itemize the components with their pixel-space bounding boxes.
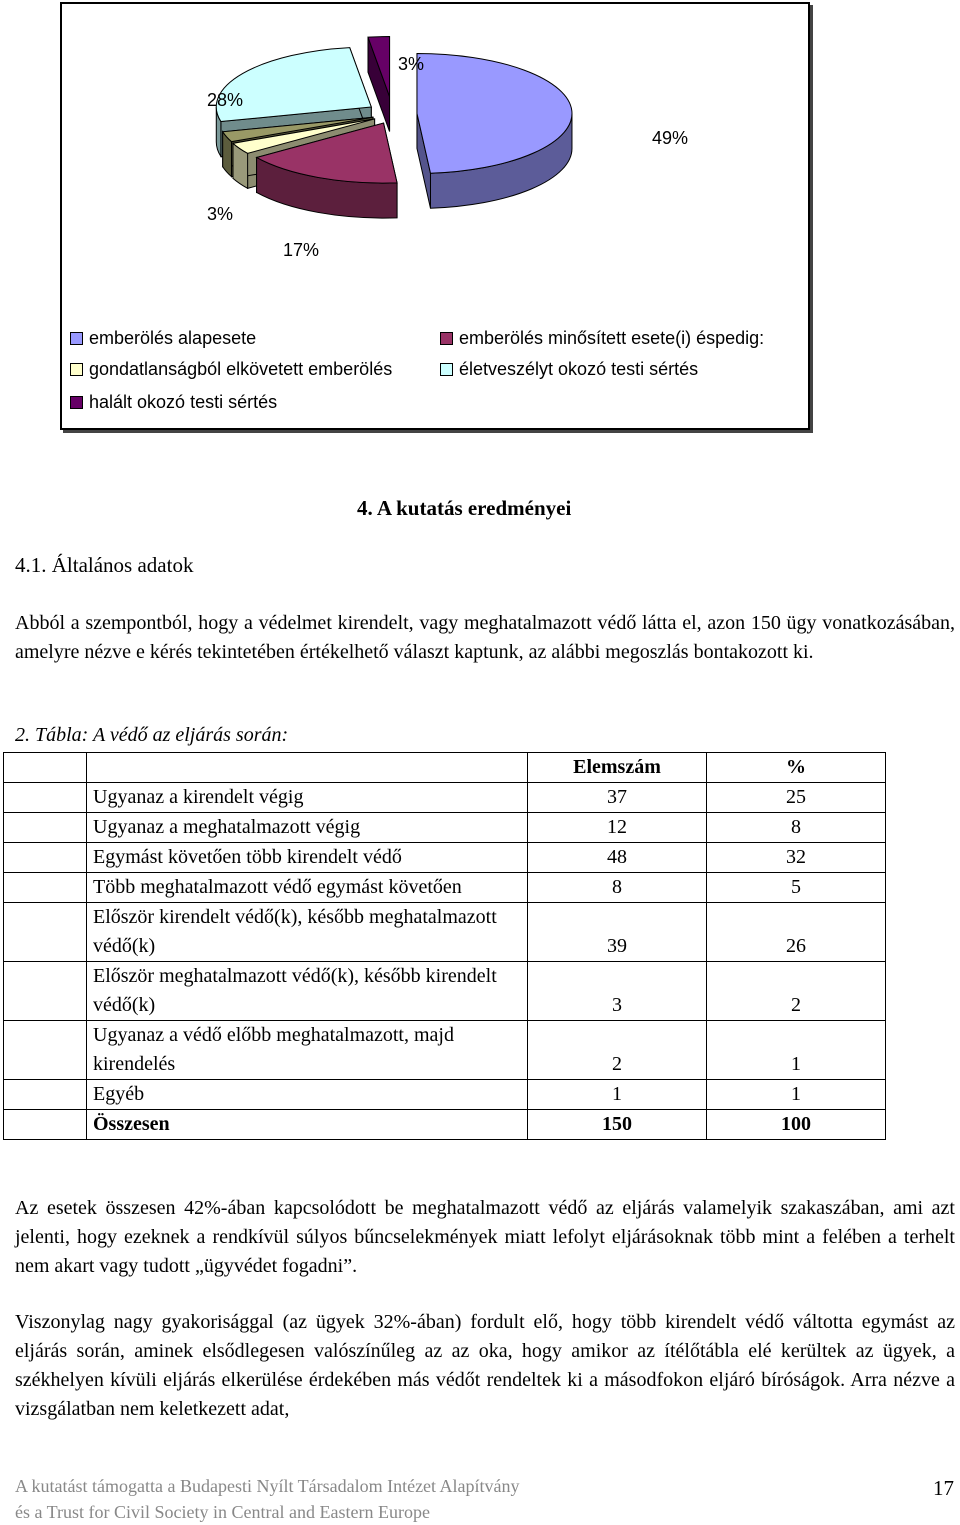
legend-swatch	[70, 363, 83, 376]
table-header-row	[4, 753, 886, 783]
section-title: 4. A kutatás eredményei	[357, 496, 572, 520]
table-row-label: Több meghatalmazott védő egymást követően	[87, 873, 528, 903]
table-cell-empty	[4, 1080, 87, 1110]
table-row-count: 1	[528, 1080, 707, 1110]
legend-item-alapeset	[70, 328, 256, 349]
table-total-label: Összesen	[87, 1110, 528, 1140]
table-row-count: 8	[528, 873, 707, 903]
paragraph-2: Az esetek összesen 42%-ában kapcsolódott be meghatalmazott védő az eljárás valamelyik szakaszában, ami azt jelenti, hogy ezeknek a rendkívül súlyos bűncselekmények miatt lefolyt eljárásoknak több mint a felében a terhelt nem akart vagy tudott „ügyvédet fogadni”.	[15, 1197, 955, 1277]
slice-label-minositett: 17%	[283, 240, 320, 260]
slice-label-halalt: 3%	[398, 54, 425, 74]
legend-item-minositett	[440, 328, 764, 349]
legend-label: emberölés minősített esete(i) éspedig:	[459, 328, 765, 348]
legend-item-eletveszely	[440, 359, 698, 380]
table-row-count: 37	[528, 783, 707, 813]
pie-chart	[60, 2, 810, 430]
table-row	[4, 1021, 886, 1080]
table-row-count: 12	[528, 813, 707, 843]
legend-label: életveszélyt okozó testi sértés	[459, 359, 699, 379]
table-row-count: 39	[528, 903, 707, 962]
slice-label-gondatlan: 3%	[207, 204, 234, 224]
table-header-count: Elemszám	[528, 753, 707, 783]
table-cell-empty	[4, 873, 87, 903]
table-caption: 2. Tábla: A védő az eljárás során:	[15, 724, 289, 746]
table-cell-empty	[4, 1021, 87, 1080]
legend-item-gondatlan	[70, 359, 392, 380]
legend-item-halalt	[70, 392, 277, 413]
table-row-count: 3	[528, 962, 707, 1021]
table-row-pct: 8	[707, 813, 886, 843]
intro-paragraph: Abból a szempontból, hogy a védelmet kirendelt, vagy meghatalmazott védő látta el, azon 150 ügy vonatkozásában, amelyre nézve e kérés tekintetében értékelhető választ kaptunk, az alábbi megoszlás bontakozott ki.	[15, 612, 955, 663]
table-cell-empty	[4, 903, 87, 962]
table-row-label: Ugyanaz a kirendelt végig	[87, 783, 528, 813]
page-footer	[15, 1473, 520, 1525]
table-total-pct: 100	[707, 1110, 886, 1140]
legend-swatch	[70, 332, 83, 345]
table-row	[4, 843, 886, 873]
table-row-label: Ugyanaz a meghatalmazott végig	[87, 813, 528, 843]
pie-slice-0	[417, 53, 572, 208]
table-row-pct: 1	[707, 1080, 886, 1110]
table-row	[4, 783, 886, 813]
table-row-label: Először meghatalmazott védő(k), később kirendelt védő(k)	[87, 962, 528, 1021]
page-number: 17	[933, 1476, 954, 1500]
table-row	[4, 813, 886, 843]
table-row-pct: 1	[707, 1021, 886, 1080]
legend-label: halált okozó testi sértés	[89, 392, 278, 412]
table-row-pct: 25	[707, 783, 886, 813]
slice-label-alapeset: 49%	[652, 128, 689, 148]
table-row-label: Ugyanaz a védő előbb meghatalmazott, majd kirendelés	[87, 1021, 528, 1080]
table-row	[4, 1080, 886, 1110]
legend-swatch	[440, 332, 453, 345]
table-header-label	[87, 753, 528, 783]
paragraph-3: Viszonylag nagy gyakorisággal (az ügyek 32%-ában) fordult elő, hogy több kirendelt védő váltotta egymást az eljárás során, aminek elsődlegesen valószínűleg az az oka, hogy amikor az ítélőtábla elé kerültek az ügyek, a székhelyen kívüli eljárás elkerülése érdekében más védőt rendeltek ki a másodfokon eljáró bíróságok. Arra nézve a vizsgálatban nem keletkezett adat,	[15, 1311, 955, 1420]
table-header-pct: %	[707, 753, 886, 783]
table-row-label: Egymást követően több kirendelt védő	[87, 843, 528, 873]
table-row	[4, 873, 886, 903]
legend-label: emberölés alapesete	[89, 328, 257, 348]
table-cell-empty	[4, 783, 87, 813]
table-row	[4, 903, 886, 962]
slice-label-eletveszely: 28%	[207, 90, 244, 110]
table-cell-empty	[4, 753, 87, 783]
table-cell-empty	[4, 962, 87, 1021]
table-row-pct: 26	[707, 903, 886, 962]
table-row-label: Először kirendelt védő(k), később meghatalmazott védő(k)	[87, 903, 528, 962]
table-row-pct: 5	[707, 873, 886, 903]
table-row-count: 2	[528, 1021, 707, 1080]
table-row-count: 48	[528, 843, 707, 873]
table-cell-empty	[4, 813, 87, 843]
table-row-pct: 32	[707, 843, 886, 873]
legend-swatch	[70, 396, 83, 409]
table-row-label: Egyéb	[87, 1080, 528, 1110]
legend-label: gondatlanságból elkövetett emberölés	[89, 359, 393, 379]
subsection-title: 4.1. Általános adatok	[15, 553, 194, 577]
table-row-pct: 2	[707, 962, 886, 1021]
table-total-count: 150	[528, 1110, 707, 1140]
table-cell-empty	[4, 1110, 87, 1140]
footer-line-1: A kutatást támogatta a Budapesti Nyílt Társadalom Intézet Alapítvány	[15, 1476, 520, 1496]
defender-table	[3, 752, 886, 1140]
legend-swatch	[440, 363, 453, 376]
table-total-row	[4, 1110, 886, 1140]
footer-line-2: és a Trust for Civil Society in Central and Eastern Europe	[15, 1502, 430, 1522]
table-row	[4, 962, 886, 1021]
table-cell-empty	[4, 843, 87, 873]
